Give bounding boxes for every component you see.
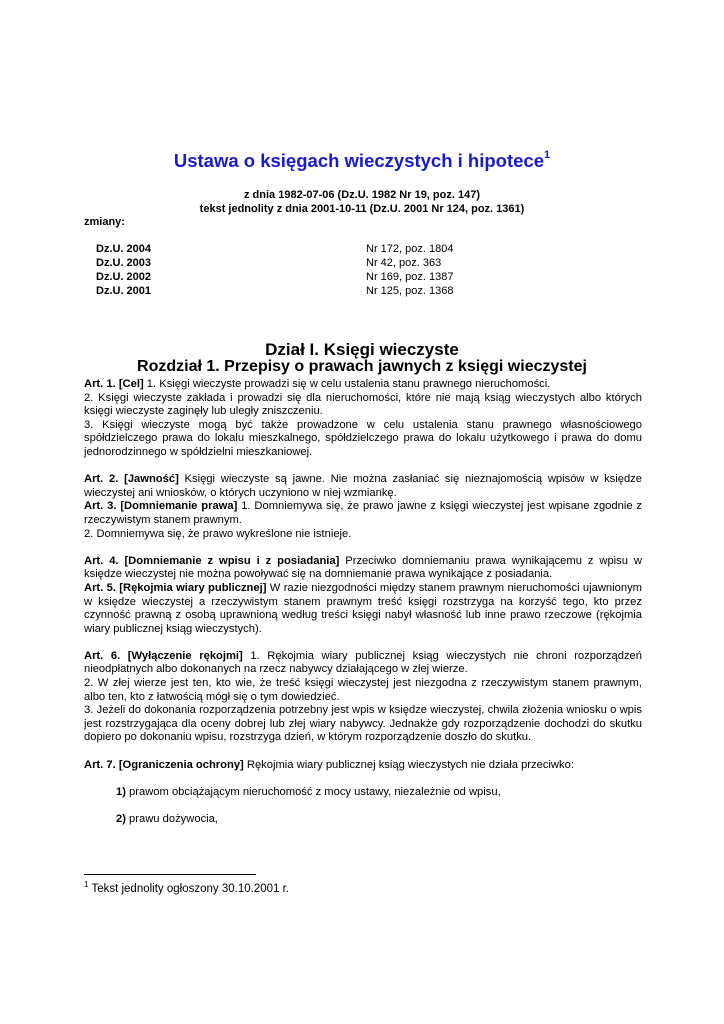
- article-1-para-2: 2. Księgi wieczyste zakłada i prowadzi się dla nieruchomości, które nie mają ksiąg wieczystych albo których księgi wieczyste zaginęły lub uległy zniszczeniu.: [84, 391, 642, 418]
- footnote-ref: 1: [84, 880, 89, 889]
- footnote-separator: [84, 874, 256, 875]
- amendment-row: [96, 285, 576, 299]
- article-4-label: Art. 4. [Domniemanie z wpisu i z posiadania]: [84, 554, 340, 567]
- article-6-para-3: 3. Jeżeli do dokonania rozporządzenia potrzebny jest wpis w księdze wieczystej, chwila złożenia wniosku o wpis jest rozstrzygająca dla oceny dobrej lub złej wiary nabywcy. Jednakże gdy rozporządzenie dochodzi do skutku dopiero po dokonaniu wpisu, rozstrzyga dzień, w którym rozporządzenie doszło do skutku.: [84, 704, 642, 744]
- article-3-para-2: 2. Domniemywa się, że prawo wykreślone nie istnieje.: [84, 527, 352, 540]
- title-footnote-ref: 1: [544, 148, 551, 161]
- amendment-position: Nr 125, poz. 1368: [366, 285, 454, 297]
- article-4: Art. 4. [Domniemanie z wpisu i z posiadania] Przeciwko domniemaniu prawa wynikającemu z wpisu w księdze wieczystej nie można powoływać się na domniemanie prawa wynikające z posiadania.: [84, 554, 642, 581]
- article-7-item-2: 2) prawu dożywocia,: [116, 813, 218, 825]
- article-5-label: Art. 5. [Rękojmia wiary publicznej]: [84, 581, 267, 594]
- amendment-row: [96, 271, 576, 285]
- amendment-source: Dz.U. 2003: [96, 257, 152, 269]
- chapter-heading: Rozdział 1. Przepisy o prawach jawnych z księgi wieczystej: [137, 358, 587, 375]
- amendment-row: [96, 257, 576, 271]
- consolidated-text-line: tekst jednolity z dnia 2001-10-11 (Dz.U. 2001 Nr 124, poz. 1361): [199, 203, 525, 215]
- footnote: [84, 880, 289, 895]
- amendment-source: Dz.U. 2002: [96, 271, 152, 283]
- article-3: Art. 3. [Domniemanie prawa] 1. Domniemywa się, że prawo jawne z księgi wieczystej jest wpisane zgodnie z rzeczywistym stanem prawnym.: [84, 500, 642, 526]
- document-body: [84, 378, 642, 827]
- article-6-para-2: 2. W złej wierze jest ten, kto wie, że treść księgi wieczystej jest niezgodna z rzeczywistym stanem prawnym, albo ten, kto z łatwością mógł się o tym dowiedzieć.: [84, 677, 642, 703]
- article-6: Art. 6. [Wyłączenie rękojmi] 1. Rękojmia wiary publicznej ksiąg wieczystych nie chroni rozporządzeń nieodpłatnych albo dokonanych na rzecz nabywcy działającego w złej wierze.: [84, 649, 642, 676]
- article-2-label: Art. 2. [Jawność]: [84, 473, 179, 486]
- article-1-para-3: 3. Księgi wieczyste mogą być także prowadzone w celu ustalenia stanu prawnego własnościowego spółdzielczego prawa do lokalu mieszkalnego, spółdzielczego prawa do lokalu użytkowego i prawa do domu jednorodzinnego w spółdzielni mieszkaniowej.: [84, 418, 642, 458]
- article-1: Art. 1. [Cel] 1. Księgi wieczyste prowadzi się w celu ustalenia stanu prawnego nieruchomości.: [84, 378, 551, 390]
- article-1-label: Art. 1. [Cel]: [84, 378, 144, 390]
- article-2: Art. 2. [Jawność] Księgi wieczyste są jawne. Nie można zasłaniać się nieznajomością wpisów w księdze wieczystej ani wniosków, o których uczyniono w niej wzmiankę.: [84, 473, 643, 499]
- enactment-date: z dnia 1982-07-06 (Dz.U. 1982 Nr 19, poz. 147): [244, 189, 480, 201]
- article-7-label: Art. 7. [Ograniczenia ochrony]: [84, 758, 244, 771]
- article-5: Art. 5. [Rękojmia wiary publicznej] W razie niezgodności między stanem prawnym nieruchomości ujawnionym w księdze wieczystej a rzeczywistym stanem prawnym treść księgi rozstrzyga na korzyść tego, kto przez czynność prawną z osobą uprawnioną według treści księgi nabył własność lub inne prawo rzeczowe (rękojmia wiary publicznej ksiąg wieczystych).: [84, 581, 642, 635]
- article-7-item-1: 1) prawom obciążającym nieruchomość z mocy ustawy, niezależnie od wpisu,: [116, 785, 501, 798]
- document-title: [0, 150, 724, 172]
- title-text: Ustawa o księgach wieczystych i hipotece: [173, 150, 545, 171]
- amendment-position: Nr 42, poz. 363: [366, 257, 442, 269]
- amendment-position: Nr 172, poz. 1804: [366, 243, 454, 255]
- amendment-position: Nr 169, poz. 1387: [366, 271, 454, 283]
- amendment-source: Dz.U. 2004: [96, 243, 152, 255]
- article-7: Art. 7. [Ograniczenia ochrony] Rękojmia wiary publicznej ksiąg wieczystych nie działa przeciwko:: [84, 758, 574, 771]
- article-6-label: Art. 6. [Wyłączenie rękojmi]: [84, 649, 243, 662]
- footnote-text: Tekst jednolity ogłoszony 30.10.2001 r.: [88, 882, 289, 895]
- amendment-row: [96, 243, 576, 257]
- amendments-label: zmiany:: [84, 216, 125, 228]
- section-heading: Dział I. Księgi wieczyste: [265, 340, 459, 359]
- amendment-source: Dz.U. 2001: [96, 285, 152, 297]
- article-3-label: Art. 3. [Domniemanie prawa]: [84, 500, 238, 513]
